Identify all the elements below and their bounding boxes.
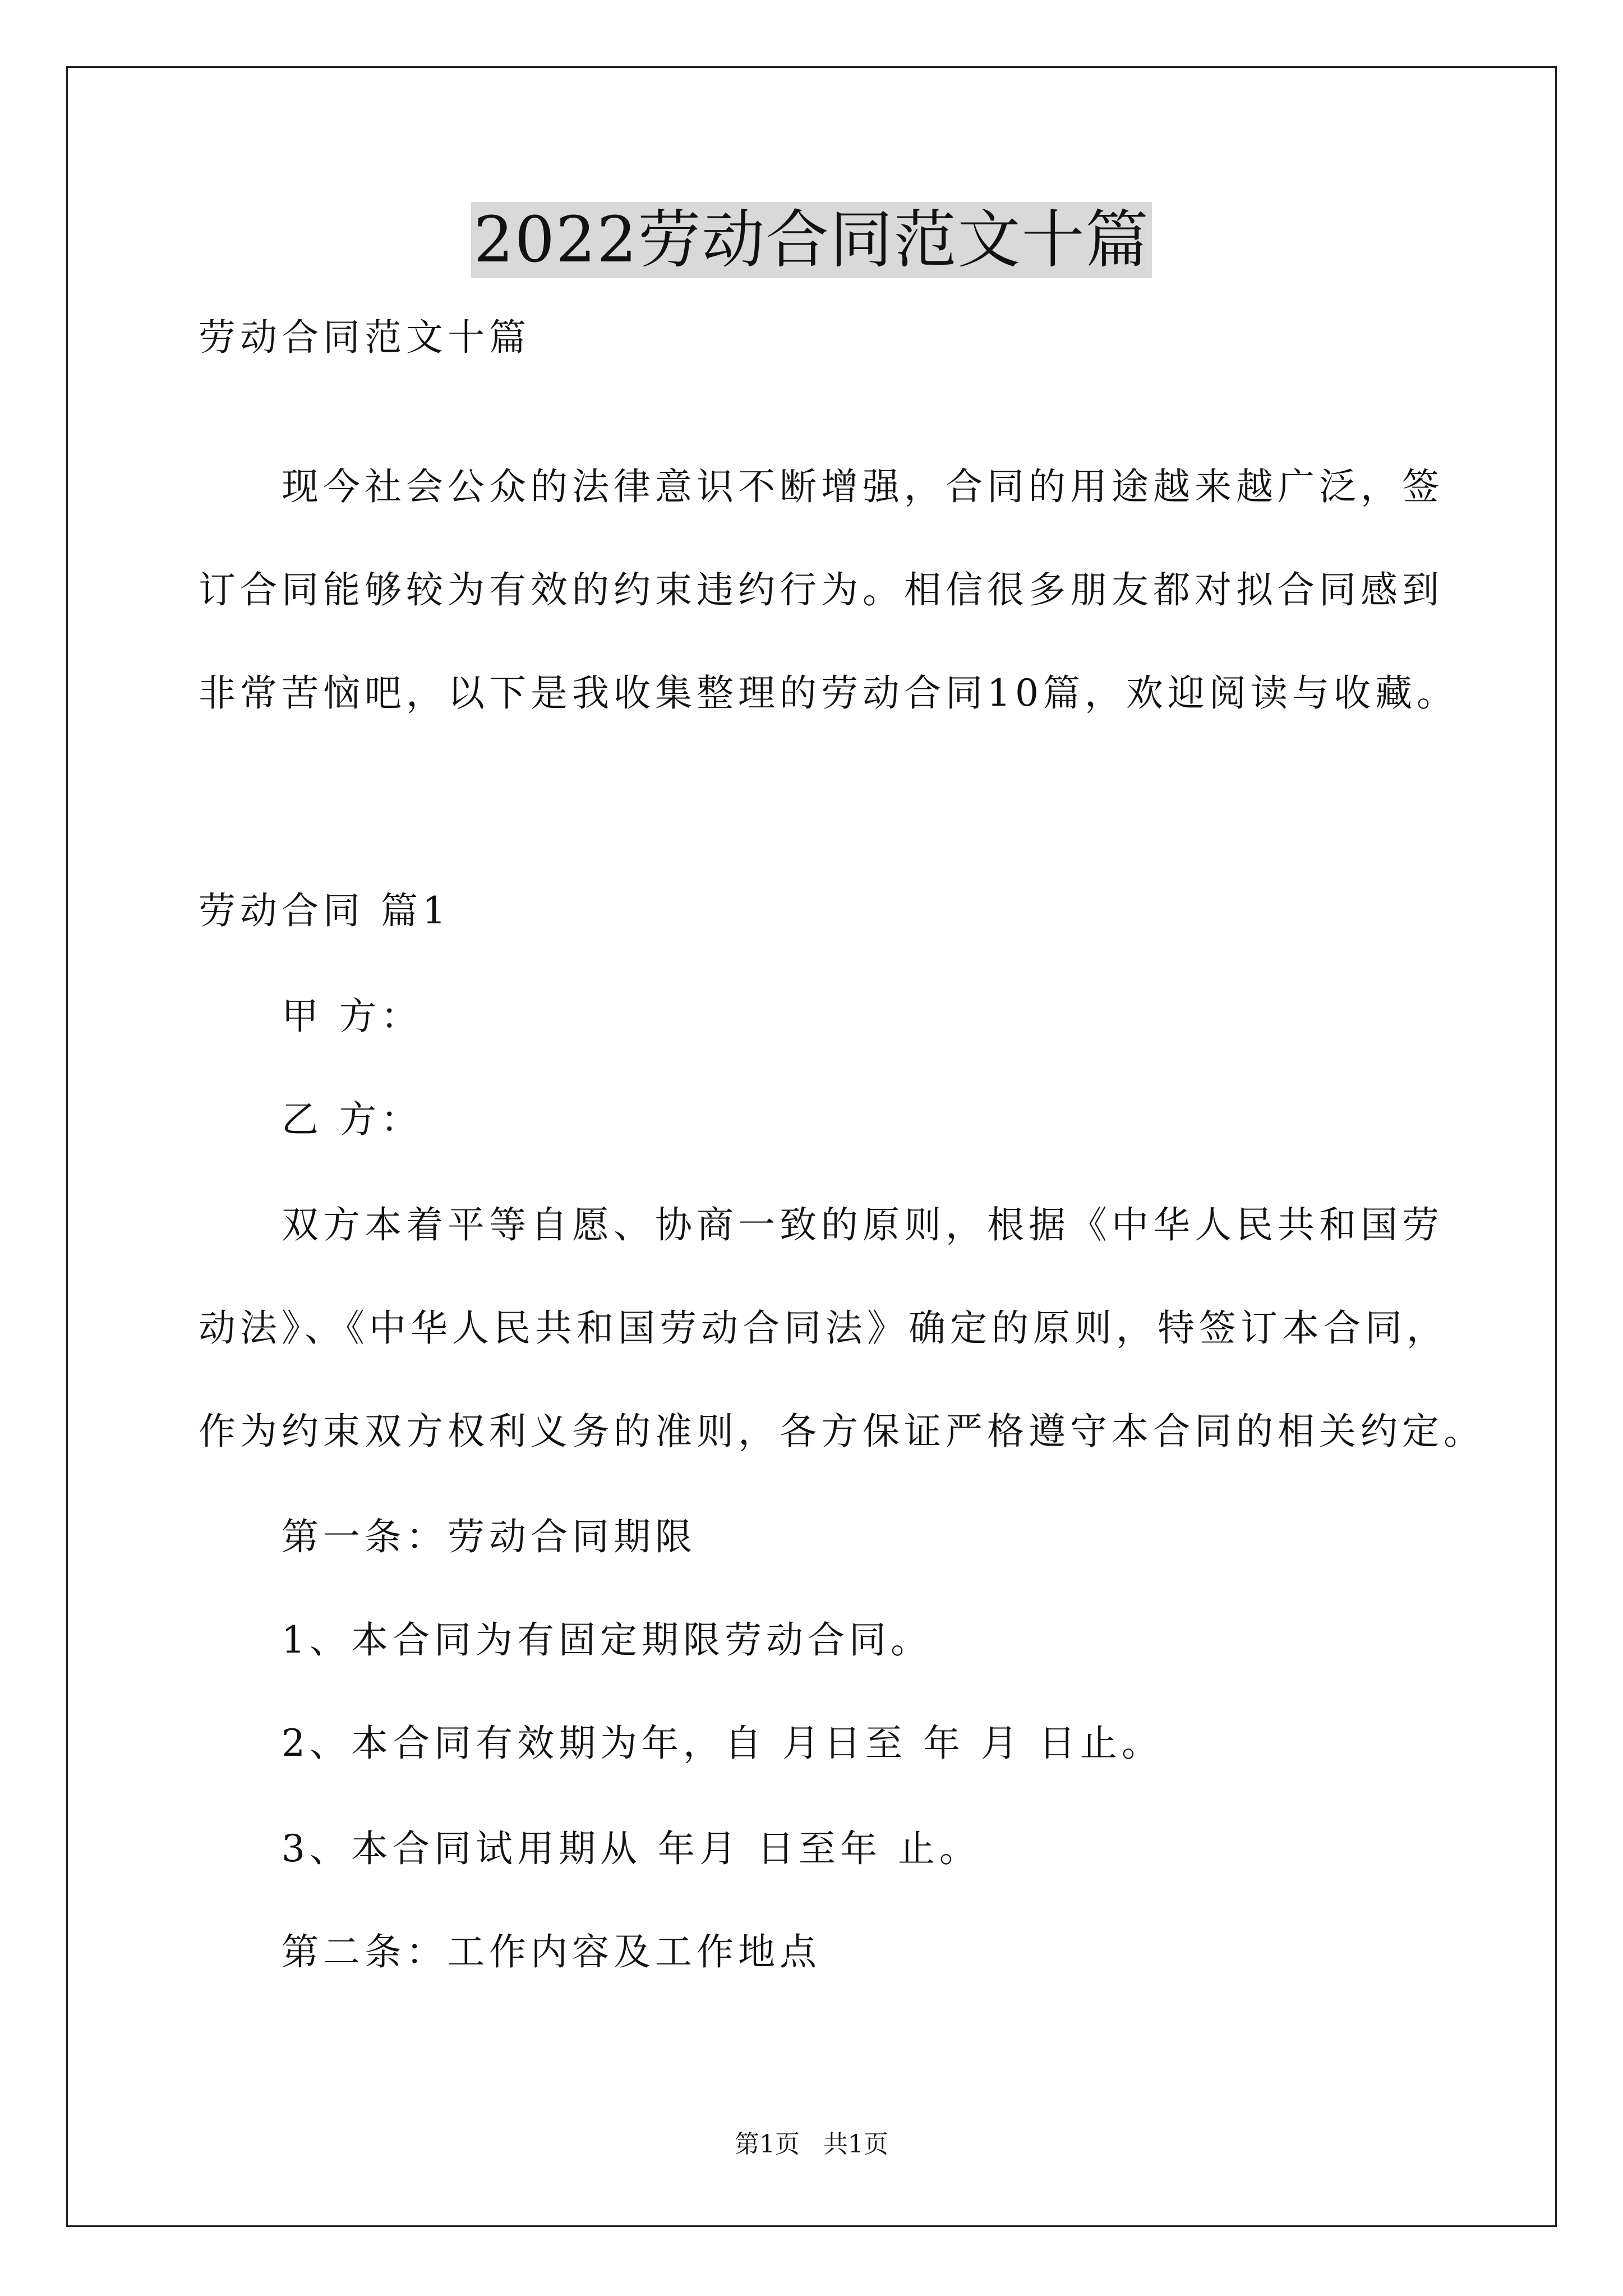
- intro-line-3: 非常苦恼吧，以下是我收集整理的劳动合同10篇，欢迎阅读与收藏。: [199, 671, 1458, 715]
- article1-item-3: 3、本合同试用期从 年月 日至年 止。: [282, 1827, 981, 1870]
- principles-line-3: 作为约束双方权利义务的准则，各方保证严格遵守本合同的相关约定。: [199, 1410, 1485, 1453]
- intro-line-1: 现今社会公众的法律意识不断增强，合同的用途越来越广泛，签: [282, 465, 1444, 508]
- party-a: 甲 方：: [282, 995, 422, 1038]
- article1-item-1: 1、本合同为有固定期限劳动合同。: [282, 1618, 932, 1662]
- intro-line-2: 订合同能够较为有效的约束违约行为。相信很多朋友都对拟合同感到: [199, 568, 1444, 611]
- page-border: [66, 66, 1557, 2227]
- principles-line-1: 双方本着平等自愿、协商一致的原则，根据《中华人民共和国劳: [282, 1203, 1444, 1246]
- principles-line-2: 动法》、《中华人民共和国劳动合同法》确定的原则，特签订本合同，: [199, 1306, 1448, 1350]
- article1-item-2: 2、本合同有效期为年，自 月日至 年 月 日止。: [282, 1722, 1163, 1765]
- title-container: [0, 202, 1623, 278]
- article2-heading: 第二条：工作内容及工作地点: [282, 1930, 821, 1973]
- document-title: 2022劳动合同范文十篇: [471, 202, 1151, 278]
- page-footer: 第1页 共1页: [735, 2130, 888, 2159]
- party-b: 乙 方：: [282, 1098, 422, 1141]
- section-heading: 劳动合同 篇1: [199, 889, 450, 932]
- subtitle: 劳动合同范文十篇: [199, 316, 531, 359]
- article1-heading: 第一条：劳动合同期限: [282, 1515, 697, 1558]
